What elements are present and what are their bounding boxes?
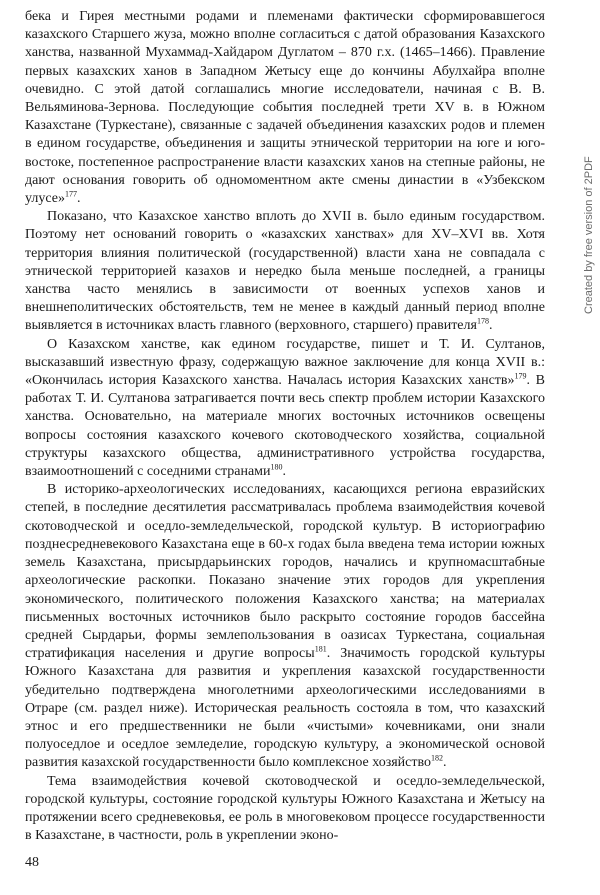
footnote-ref: 181 bbox=[314, 644, 327, 654]
footnote-ref: 179 bbox=[514, 371, 527, 381]
watermark-text: Created by free version of 2PDF bbox=[583, 156, 595, 314]
footnote-ref: 177 bbox=[64, 189, 77, 199]
paragraph-text: . В работах Т. И. Султанова затрагивается почти весь спектр проблем истории Казахского ханства. Основательно, на материале многих восточных источников освещены вопросы состояния казахского кочевого скотоводческого хозяйства, социальной структуры казахского общества, административного устройства государства, взаимоотношений с соседними странами bbox=[25, 373, 546, 480]
paragraph-text: бека и Гирея местными родами и племенами фактически сформировавшегося казахского Старшего жуза, можно вполне согласиться с датой образования Казахского ханства, названной Мухаммад-Хайдаром Дуглатом – 870 г.х. (1465–1466). Правление первых казахских ханов в Западном Жетысу еще до кончины Абулхайра вполне очевидно. С этой датой соглашались многие исследователи, начиная с В. В. Вельяминова-Зернова. Последующие события последней трети XV в. в Южном Казахстане (Туркестане), связанные с задачей объединения казахских родов и племен в едином государстве, объединения и защиты этнической территории на юге и юго-востоке, постепенное распространение власти казахских ханов на степные районы, не дают основания говорить об одномоментном акте смены династии в «Узбекском улусе» bbox=[25, 9, 545, 207]
footnote-ref: 180 bbox=[270, 462, 283, 472]
paragraph-text: . Значимость городской культуры Южного Казахстана для развития и укрепления казахской государственности убедительно подтверждена многолетними археологическими исследованиями в Отраре (см. раздел ниже). Историческая реальность состояла в том, что казахский этнос и его предшественники не были «чистыми» кочевниками, они знали полуоседлое и оседлое земледелие, городскую культуру, а экономической основой развития казахской государственности было комплексное хозяйство bbox=[25, 646, 545, 771]
page-body bbox=[25, 8, 545, 845]
paragraph bbox=[25, 208, 545, 335]
paragraph-text: . bbox=[443, 755, 447, 771]
paragraph bbox=[25, 773, 545, 846]
paragraph bbox=[25, 336, 545, 482]
page-number: 48 bbox=[25, 855, 39, 870]
paragraph-text: . bbox=[488, 318, 493, 334]
footnote-ref: 182 bbox=[431, 753, 444, 763]
paragraph-text: Тема взаимодействия кочевой скотоводческой и оседло-земледельческой, городской культуры, состояние городской культуры Южного Казахстана и Жетысу на протяжении всего средневековья, ее роль в многовековом процессе государственности в Казахстане, в частности, роль в укреплении эконо- bbox=[25, 773, 545, 844]
paragraph bbox=[25, 8, 545, 208]
paragraph-text: . bbox=[282, 464, 287, 480]
paragraph-text: О Казахском ханстве, как едином государстве, пишет и Т. И. Султанов, высказавший известную фразу, содержащую важное заключение для конца XVII в.: «Окончилась история Казахского ханства. Началась история Казахских ханств» bbox=[25, 336, 545, 389]
paragraph-text: . bbox=[76, 191, 81, 207]
paragraph bbox=[25, 481, 545, 772]
footnote-ref: 178 bbox=[476, 316, 489, 326]
paragraph-text: В историко-археологических исследованиях, касающихся региона евразийских степей, в последние десятилетия рассматривалась проблема взаимодействия кочевой скотоводческой и оседло-земледельческой, городской культур. В историографию позднесредневекового Казахстана еще в 60-х годах была введена тема истории южных земель Казахстана, присырдарьинских городов, начались и крупномасштабные археологические раскопки. Показано значение этих городов для укрепления экономического, политического положения Казахского ханства; на материалах письменных восточных источников было раскрыто состояние городов бассейна средней Сырдарьи, формы землепользования в оазисах Туркестана, социальная стратификация населения и другие вопросы bbox=[25, 482, 545, 662]
paragraph-text: Показано, что Казахское ханство вплоть до XVII в. было единым государством. Поэтому нет оснований говорить о «казахских ханствах» для XV–XVI вв. Хотя территория влияния политической (государственной) власти хана не совпадала с этнической территорией казахов и нередко была меньше последней, а границы ханства часто менялись в зависимости от военных успехов ханов и внешнеполитических обстоятельств, тем не менее в каждый данный период вполне выявляется в источниках власть главного (верховного, старшего) правителя bbox=[25, 209, 545, 334]
